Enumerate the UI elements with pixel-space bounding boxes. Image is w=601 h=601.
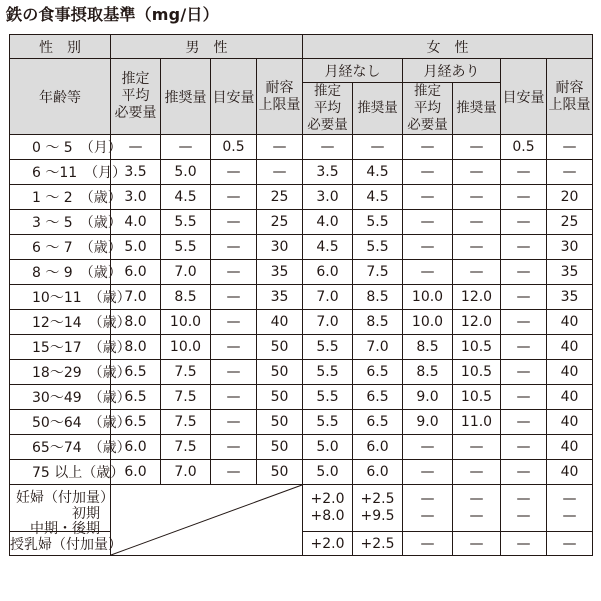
female-menses-ear-cell: — xyxy=(403,460,453,485)
pregnant-ear: +2.0 +8.0 xyxy=(303,485,353,532)
male-ear-cell: 6.0 xyxy=(111,435,161,460)
female-ear-cell: 5.0 xyxy=(303,435,353,460)
pregnant-label-cell xyxy=(10,485,114,537)
header-female-rda: 推奨量 xyxy=(353,83,403,135)
data-rows xyxy=(10,135,593,485)
lactating-ul: — xyxy=(547,532,593,556)
female-ai-cell: — xyxy=(501,410,547,435)
male-ul-cell: 50 xyxy=(257,460,303,485)
female-ear-cell: 5.5 xyxy=(303,335,353,360)
male-rda-cell: 5.5 xyxy=(161,235,211,260)
female-menses-rda-cell: 11.0 xyxy=(453,410,501,435)
female-menses-rda-cell: — xyxy=(453,460,501,485)
female-ul-cell: 40 xyxy=(547,460,593,485)
male-ai-cell: — xyxy=(211,185,257,210)
female-menses-rda-cell: — xyxy=(453,185,501,210)
female-menses-ear-cell: — xyxy=(403,260,453,285)
header-sex: 性 別 xyxy=(10,35,111,59)
female-ai-cell: — xyxy=(501,260,547,285)
female-menses-rda-cell: 12.0 xyxy=(453,285,501,310)
header-female: 女 性 xyxy=(303,35,593,59)
female-ai-cell: — xyxy=(501,435,547,460)
female-ul-cell: 40 xyxy=(547,410,593,435)
table-row xyxy=(10,235,593,260)
male-rda-cell: 4.5 xyxy=(161,185,211,210)
female-ai-cell: — xyxy=(501,235,547,260)
female-ul-cell: 40 xyxy=(547,385,593,410)
male-ai-cell: — xyxy=(211,460,257,485)
header-male-rda: 推奨量 xyxy=(161,59,211,135)
pregnant-early-label: 初期 xyxy=(72,506,100,522)
female-rda-cell: 8.5 xyxy=(353,285,403,310)
female-ear-cell: 7.0 xyxy=(303,285,353,310)
female-ai-cell: — xyxy=(501,285,547,310)
female-rda-cell: 6.0 xyxy=(353,460,403,485)
male-ear-cell: 5.0 xyxy=(111,235,161,260)
female-menses-rda-cell: — xyxy=(453,210,501,235)
female-ul-cell: 25 xyxy=(547,210,593,235)
male-rda-cell: 10.0 xyxy=(161,310,211,335)
female-ai-cell: — xyxy=(501,160,547,185)
male-ai-cell: — xyxy=(211,160,257,185)
female-rda-cell: 5.5 xyxy=(353,235,403,260)
age-cell: 75 以上（歳） xyxy=(10,460,111,485)
male-ul-cell: 35 xyxy=(257,260,303,285)
female-ear-cell: — xyxy=(303,135,353,160)
female-menses-ear-cell: 9.0 xyxy=(403,385,453,410)
female-menses-rda-cell: — xyxy=(453,135,501,160)
female-menses-rda-cell: 12.0 xyxy=(453,310,501,335)
male-rda-cell: 7.0 xyxy=(161,260,211,285)
age-cell: 30～49 （歳） xyxy=(10,385,111,410)
male-ul-cell: — xyxy=(257,135,303,160)
female-ai-cell: — xyxy=(501,360,547,385)
male-ear-cell: — xyxy=(111,135,161,160)
male-ai-cell: — xyxy=(211,335,257,360)
female-ul-cell: 40 xyxy=(547,335,593,360)
lactating-rda: +2.5 xyxy=(353,532,403,556)
pregnant-menses-ear: — — xyxy=(403,485,453,532)
male-ai-cell: — xyxy=(211,285,257,310)
table-row xyxy=(10,360,593,385)
female-rda-cell: 4.5 xyxy=(353,160,403,185)
female-ai-cell: — xyxy=(501,310,547,335)
female-ear-cell: 5.5 xyxy=(303,410,353,435)
age-cell: 8 ～ 9 （歳） xyxy=(10,260,111,285)
female-ear-cell: 5.5 xyxy=(303,385,353,410)
female-menses-ear-cell: — xyxy=(403,160,453,185)
female-menses-ear-cell: 10.0 xyxy=(403,310,453,335)
table-row xyxy=(10,185,593,210)
male-ul-cell: 50 xyxy=(257,435,303,460)
table-row xyxy=(10,260,593,285)
female-ai-cell: — xyxy=(501,185,547,210)
header-male-ear: 推定 平均 必要量 xyxy=(111,59,161,135)
pregnant-menses-rda: — — xyxy=(453,485,501,532)
pregnant-late-label: 中期・後期 xyxy=(30,521,100,537)
age-cell: 15～17 （歳） xyxy=(10,335,111,360)
age-cell: 6 ～ 7 （歳） xyxy=(10,235,111,260)
male-ai-cell: — xyxy=(211,260,257,285)
table-row xyxy=(10,410,593,435)
male-rda-cell: 5.5 xyxy=(161,210,211,235)
female-menses-ear-cell: — xyxy=(403,135,453,160)
female-rda-cell: 6.5 xyxy=(353,410,403,435)
male-rda-cell: 10.0 xyxy=(161,335,211,360)
female-ear-cell: 5.0 xyxy=(303,460,353,485)
male-ul-cell: 50 xyxy=(257,385,303,410)
male-ul-cell: 50 xyxy=(257,335,303,360)
female-rda-cell: 8.5 xyxy=(353,310,403,335)
male-ai-cell: — xyxy=(211,310,257,335)
female-menses-ear-cell: 8.5 xyxy=(403,335,453,360)
age-cell: 50～64 （歳） xyxy=(10,410,111,435)
male-ai-cell: — xyxy=(211,235,257,260)
female-menses-ear-cell: 8.5 xyxy=(403,360,453,385)
male-ear-cell: 6.0 xyxy=(111,460,161,485)
table-row xyxy=(10,285,593,310)
female-ul-cell: 40 xyxy=(547,360,593,385)
female-menses-rda-cell: 10.5 xyxy=(453,385,501,410)
male-ai-cell: — xyxy=(211,360,257,385)
header-male: 男 性 xyxy=(111,35,303,59)
female-ul-cell: 30 xyxy=(547,235,593,260)
female-ai-cell: — xyxy=(501,460,547,485)
age-cell: 1 ～ 2 （歳） xyxy=(10,185,111,210)
male-ul-cell: 25 xyxy=(257,210,303,235)
female-ear-cell: 3.0 xyxy=(303,185,353,210)
female-menses-ear-cell: 10.0 xyxy=(403,285,453,310)
female-rda-cell: — xyxy=(353,135,403,160)
header-female-ul: 耐容 上限量 xyxy=(547,59,593,135)
female-rda-cell: 6.0 xyxy=(353,435,403,460)
iron-intake-table xyxy=(9,34,593,556)
male-rda-cell: 7.5 xyxy=(161,360,211,385)
female-ul-cell: 40 xyxy=(547,310,593,335)
female-ear-cell: 4.5 xyxy=(303,235,353,260)
diagonal-empty-cell xyxy=(111,485,303,556)
diagonal-line xyxy=(111,485,302,555)
female-ul-cell: — xyxy=(547,160,593,185)
male-rda-cell: 8.5 xyxy=(161,285,211,310)
female-ear-cell: 4.0 xyxy=(303,210,353,235)
table-row xyxy=(10,385,593,410)
male-ear-cell: 3.5 xyxy=(111,160,161,185)
female-ear-cell: 3.5 xyxy=(303,160,353,185)
header-no-menses: 月経なし xyxy=(303,59,403,83)
male-rda-cell: 7.5 xyxy=(161,385,211,410)
female-ear-cell: 7.0 xyxy=(303,310,353,335)
female-menses-ear-cell: 9.0 xyxy=(403,410,453,435)
female-ul-cell: 35 xyxy=(547,285,593,310)
male-rda-cell: 7.5 xyxy=(161,410,211,435)
female-ai-cell: — xyxy=(501,335,547,360)
female-menses-rda-cell: — xyxy=(453,435,501,460)
age-cell: 10～11 （歳） xyxy=(10,285,111,310)
female-menses-ear-cell: — xyxy=(403,210,453,235)
table-title: 鉄の食事摂取基準（mg/日） xyxy=(6,5,219,24)
female-menses-ear-cell: — xyxy=(403,235,453,260)
header-menses-ear: 推定 平均 必要量 xyxy=(403,83,453,135)
lactating-label: 授乳婦（付加量） xyxy=(10,532,111,556)
lactating-menses-ear: — xyxy=(403,532,453,556)
header-menses: 月経あり xyxy=(403,59,501,83)
female-menses-ear-cell: — xyxy=(403,435,453,460)
female-ai-cell: — xyxy=(501,210,547,235)
female-ul-cell: 20 xyxy=(547,185,593,210)
lactating-ear: +2.0 xyxy=(303,532,353,556)
table-row xyxy=(10,135,593,160)
pregnant-ai: — — xyxy=(501,485,547,532)
male-ear-cell: 8.0 xyxy=(111,310,161,335)
male-ai-cell: — xyxy=(211,435,257,460)
age-cell: 18～29 （歳） xyxy=(10,360,111,385)
header-female-ear: 推定 平均 必要量 xyxy=(303,83,353,135)
male-ear-cell: 8.0 xyxy=(111,335,161,360)
table-row xyxy=(10,335,593,360)
female-ear-cell: 6.0 xyxy=(303,260,353,285)
male-ear-cell: 6.0 xyxy=(111,260,161,285)
pregnant-label: 妊婦（付加量） xyxy=(16,490,114,506)
male-rda-cell: 7.5 xyxy=(161,435,211,460)
age-cell: 65～74 （歳） xyxy=(10,435,111,460)
female-ai-cell: 0.5 xyxy=(501,135,547,160)
male-ear-cell: 6.5 xyxy=(111,410,161,435)
male-ul-cell: 35 xyxy=(257,285,303,310)
age-cell: 12～14 （歳） xyxy=(10,310,111,335)
pregnant-ul: — — xyxy=(547,485,593,532)
lactating-menses-rda: — xyxy=(453,532,501,556)
age-cell: 6 ～11 （月） xyxy=(10,160,111,185)
male-ul-cell: — xyxy=(257,160,303,185)
pregnant-rda: +2.5 +9.5 xyxy=(353,485,403,532)
female-menses-rda-cell: 10.5 xyxy=(453,360,501,385)
header-male-ai: 目安量 xyxy=(211,59,257,135)
male-ai-cell: — xyxy=(211,410,257,435)
pregnant-row xyxy=(10,485,593,532)
female-menses-ear-cell: — xyxy=(403,185,453,210)
male-ear-cell: 6.5 xyxy=(111,360,161,385)
header-age: 年齢等 xyxy=(10,59,111,135)
female-menses-rda-cell: 10.5 xyxy=(453,335,501,360)
age-cell: 3 ～ 5 （歳） xyxy=(10,210,111,235)
table-row xyxy=(10,160,593,185)
male-ai-cell: — xyxy=(211,210,257,235)
table-row xyxy=(10,460,593,485)
male-ul-cell: 25 xyxy=(257,185,303,210)
male-ai-cell: — xyxy=(211,385,257,410)
male-ear-cell: 3.0 xyxy=(111,185,161,210)
table-row xyxy=(10,210,593,235)
female-ul-cell: 35 xyxy=(547,260,593,285)
male-rda-cell: 7.0 xyxy=(161,460,211,485)
male-ear-cell: 6.5 xyxy=(111,385,161,410)
male-ear-cell: 7.0 xyxy=(111,285,161,310)
male-ul-cell: 40 xyxy=(257,310,303,335)
male-rda-cell: — xyxy=(161,135,211,160)
female-rda-cell: 5.5 xyxy=(353,210,403,235)
female-menses-rda-cell: — xyxy=(453,235,501,260)
male-ul-cell: 30 xyxy=(257,235,303,260)
header-female-ai: 目安量 xyxy=(501,59,547,135)
female-menses-rda-cell: — xyxy=(453,260,501,285)
header-menses-rda: 推奨量 xyxy=(453,83,501,135)
male-ai-cell: 0.5 xyxy=(211,135,257,160)
male-rda-cell: 5.0 xyxy=(161,160,211,185)
female-rda-cell: 7.5 xyxy=(353,260,403,285)
age-cell: 0 ～ 5 （月） xyxy=(10,135,111,160)
female-ul-cell: 40 xyxy=(547,435,593,460)
table-row xyxy=(10,310,593,335)
male-ul-cell: 50 xyxy=(257,360,303,385)
female-ai-cell: — xyxy=(501,385,547,410)
female-menses-rda-cell: — xyxy=(453,160,501,185)
header-male-ul: 耐容 上限量 xyxy=(257,59,303,135)
female-rda-cell: 6.5 xyxy=(353,360,403,385)
female-rda-cell: 6.5 xyxy=(353,385,403,410)
table-row xyxy=(10,435,593,460)
male-ear-cell: 4.0 xyxy=(111,210,161,235)
female-rda-cell: 4.5 xyxy=(353,185,403,210)
male-ul-cell: 50 xyxy=(257,410,303,435)
female-rda-cell: 7.0 xyxy=(353,335,403,360)
female-ear-cell: 5.5 xyxy=(303,360,353,385)
female-ul-cell: — xyxy=(547,135,593,160)
lactating-ai: — xyxy=(501,532,547,556)
